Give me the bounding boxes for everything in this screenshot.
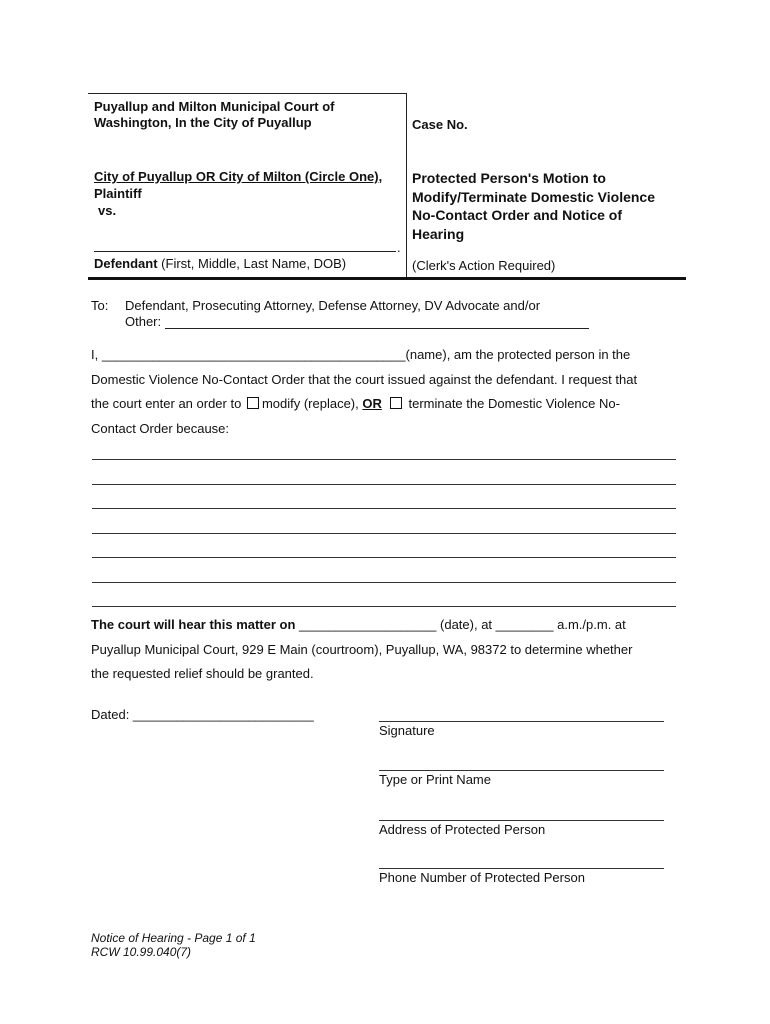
page-footer: [91, 931, 256, 959]
reason-line[interactable]: [92, 557, 676, 558]
body-line1: I, __________________________________________(name), am the protected person in the: [91, 347, 631, 362]
phone-field[interactable]: [379, 868, 664, 869]
body-line3: the court enter an order to modify (replace), OR terminate the Domestic Violence No-: [91, 396, 620, 411]
defendant-fields: (First, Middle, Last Name, DOB): [157, 256, 347, 271]
reason-line[interactable]: [92, 484, 676, 485]
clerk-action-note: (Clerk's Action Required): [412, 258, 556, 273]
footer-line1: Notice of Hearing - Page 1 of 1: [91, 931, 256, 945]
reason-line[interactable]: [92, 606, 676, 607]
title-line3: No-Contact Order and Notice of: [412, 207, 623, 223]
title-line2: Modify/Terminate Domestic Violence: [412, 188, 655, 205]
case-number-label: Case No.: [412, 117, 468, 132]
body-line4: Contact Order because:: [91, 421, 230, 436]
address-field[interactable]: [379, 820, 664, 821]
court-name-line2: Washington, In the City of Puyallup: [94, 115, 312, 130]
defendant-name-line[interactable]: [94, 251, 396, 252]
court-name-line1: Puyallup and Milton Municipal Court of: [94, 99, 335, 114]
address-label: Address of Protected Person: [379, 822, 546, 837]
phone-label: Phone Number of Protected Person: [379, 870, 585, 885]
other-label: Other:: [125, 314, 162, 329]
vs-label: vs.: [98, 203, 117, 218]
modify-checkbox[interactable]: [247, 397, 259, 409]
document-title: [412, 169, 655, 243]
other-recipient-field[interactable]: [165, 328, 589, 329]
caption-divider: [406, 93, 407, 279]
reason-line[interactable]: [92, 508, 676, 509]
reason-line[interactable]: [92, 533, 676, 534]
print-name-field[interactable]: [379, 770, 664, 771]
hearing-line2: Puyallup Municipal Court, 929 E Main (courtroom), Puyallup, WA, 98372 to determine whether: [91, 642, 633, 657]
defendant-label-row: [94, 256, 346, 271]
signature-label: Signature: [379, 723, 435, 738]
to-label: To:: [91, 298, 109, 313]
dated-row: [91, 707, 314, 722]
protected-name-field[interactable]: __________________________________________: [101, 347, 406, 362]
signature-field[interactable]: [379, 721, 664, 722]
hearing-date-field[interactable]: ___________________: [295, 617, 441, 632]
reason-line[interactable]: [92, 582, 676, 583]
plaintiff-line2: Plaintiff: [94, 186, 142, 201]
body-line2: Domestic Violence No-Contact Order that the court issued against the defendant. I request that: [91, 372, 638, 387]
defendant-label: Defendant: [94, 256, 158, 271]
hearing-lead: The court will hear this matter on: [91, 617, 296, 632]
terminate-checkbox[interactable]: [390, 397, 402, 409]
plaintiff-block: [94, 168, 382, 219]
footer-line2: RCW 10.99.040(7): [91, 945, 192, 959]
modify-option-label: modify (replace),: [261, 396, 363, 411]
dated-label: Dated:: [91, 707, 133, 722]
dated-field[interactable]: _________________________: [132, 707, 314, 722]
recipients-text: Defendant, Prosecuting Attorney, Defense Attorney, DV Advocate and/or: [125, 298, 541, 313]
terminate-option-label: terminate the Domestic Violence No-: [404, 396, 620, 411]
print-name-label: Type or Print Name: [379, 772, 491, 787]
or-word: OR: [362, 396, 382, 411]
title-line4: Hearing: [412, 225, 465, 242]
hearing-line3: the requested relief should be granted.: [91, 666, 314, 681]
hearing-line1: The court will hear this matter on ___________________ (date), at ________ a.m./p.m. at: [91, 617, 626, 632]
plaintiff-line1: City of Puyallup OR City of Milton (Circle One),: [94, 169, 383, 184]
hearing-time-field[interactable]: ________: [492, 617, 558, 632]
title-line1: Protected Person's Motion to: [412, 170, 606, 186]
reason-line[interactable]: [92, 459, 676, 460]
caption-bottom-rule: [88, 277, 686, 280]
court-name: [94, 99, 335, 131]
